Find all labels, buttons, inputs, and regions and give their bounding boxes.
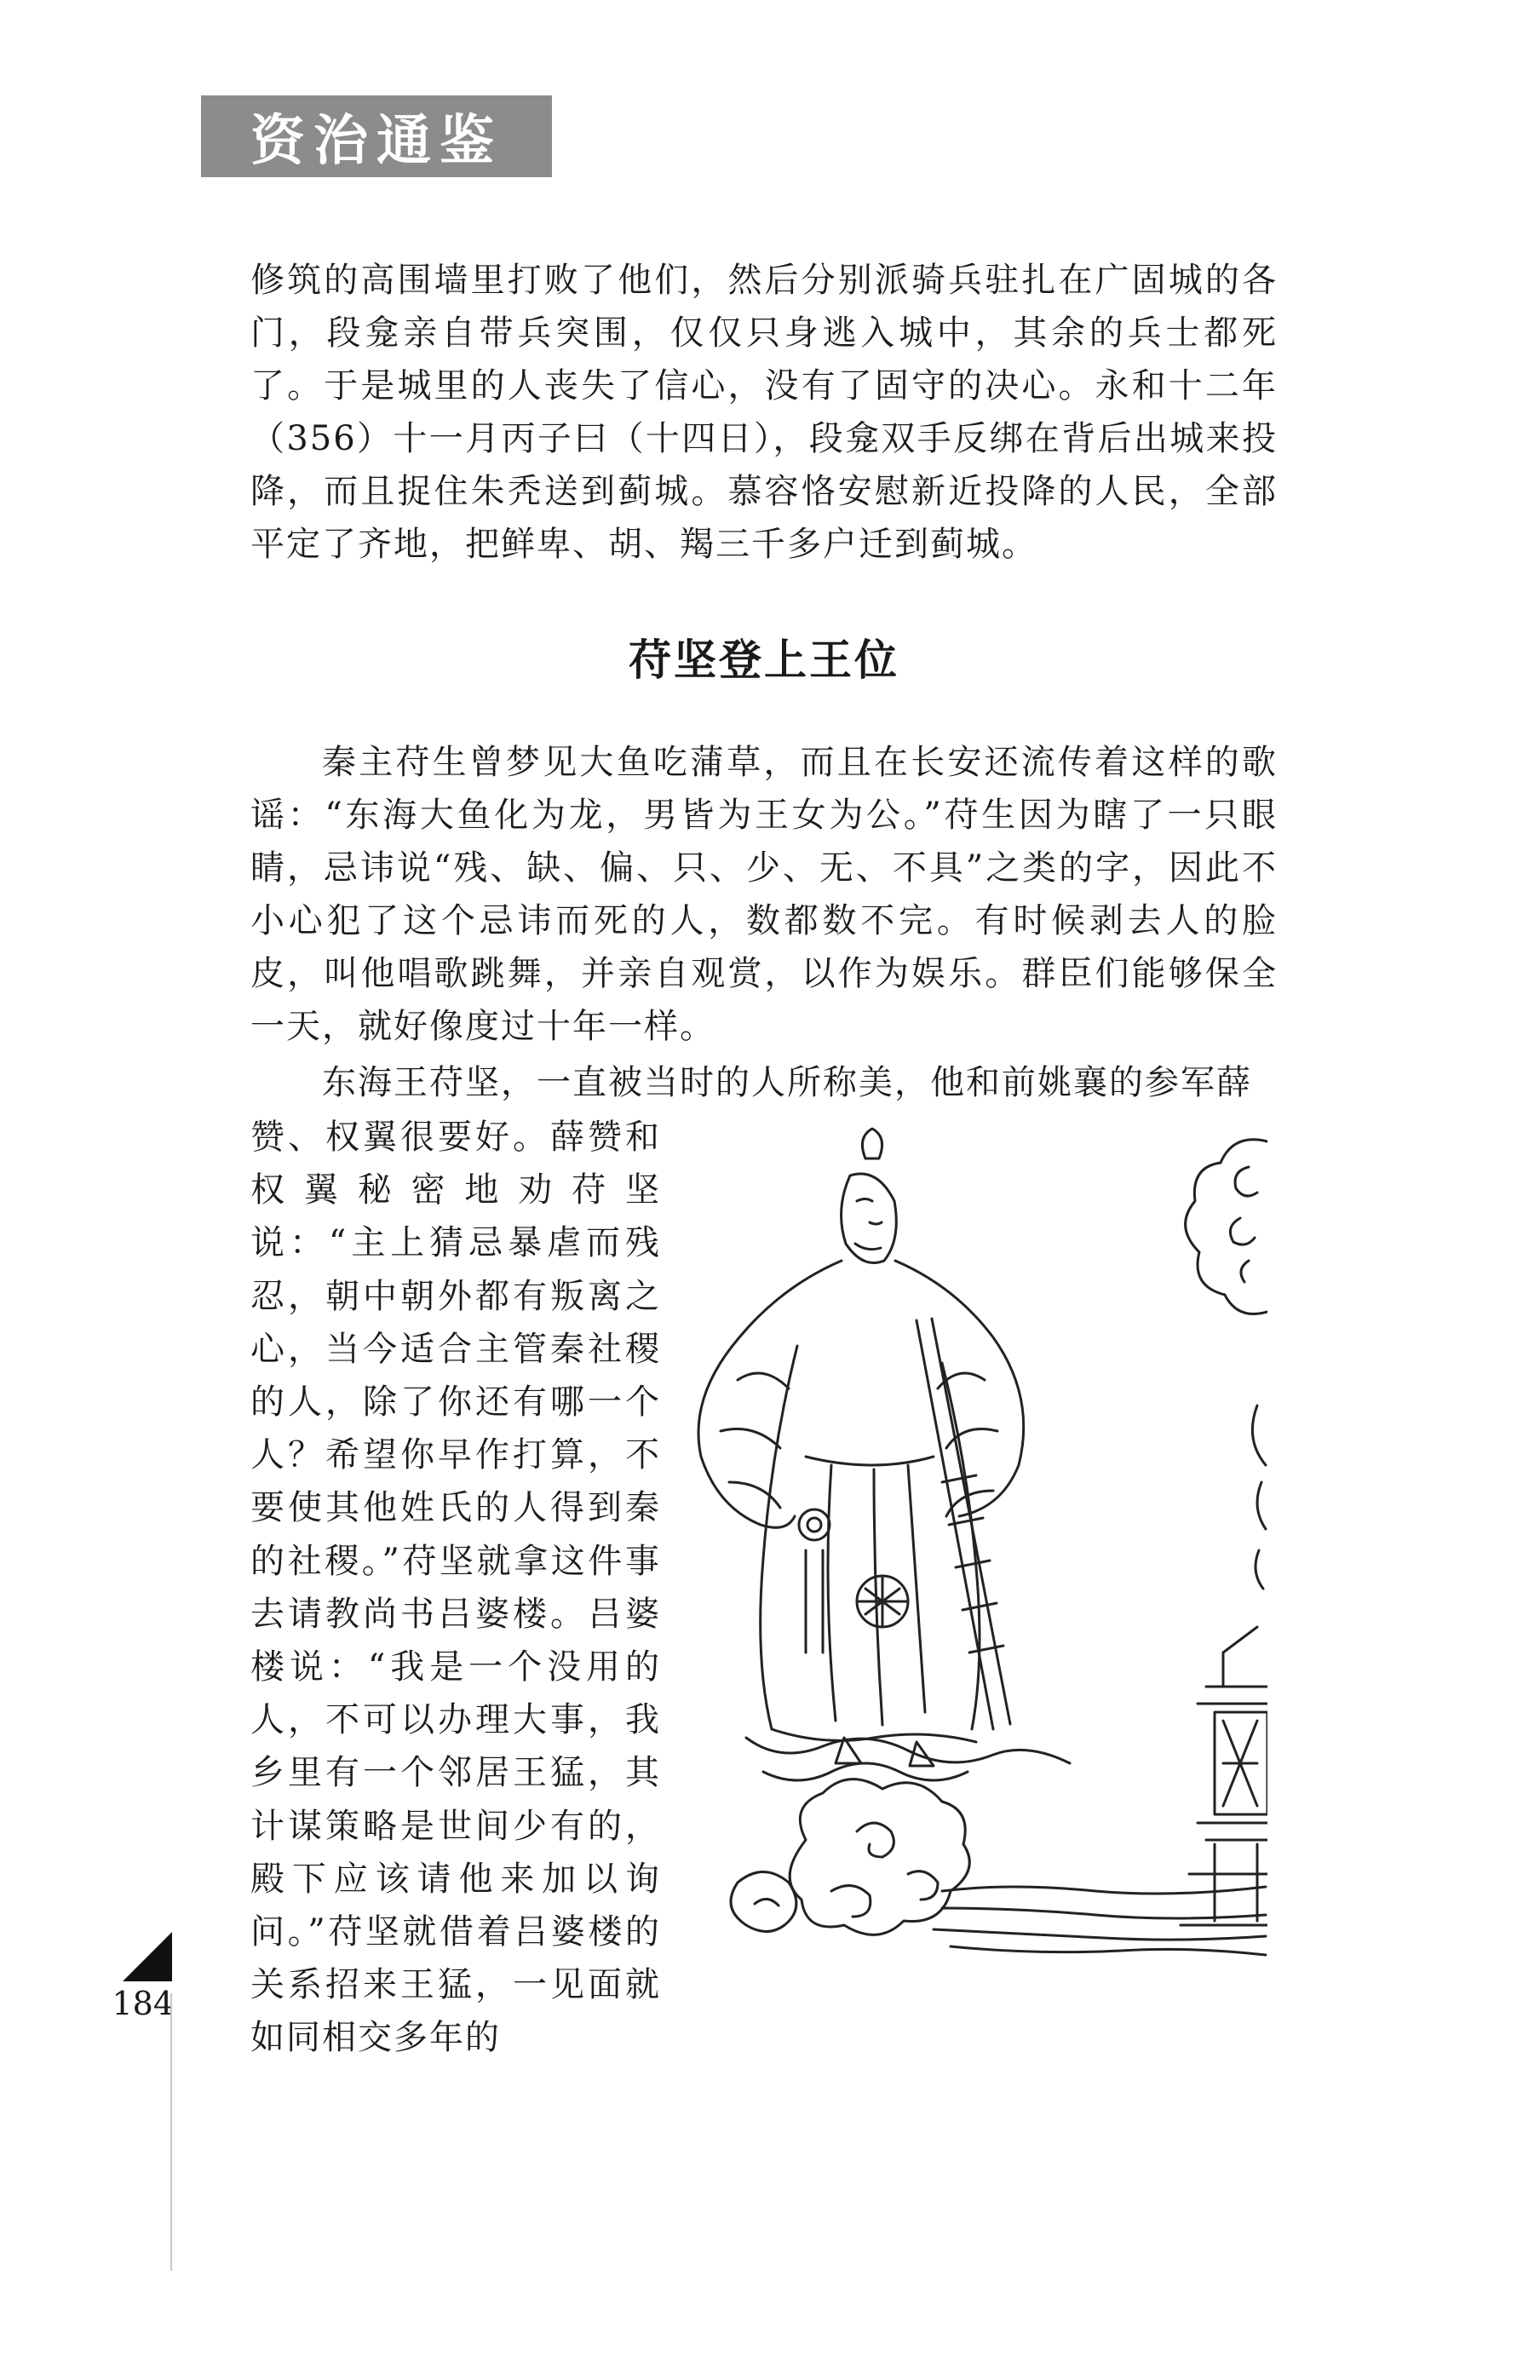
page-corner-marker [123, 1932, 172, 1981]
paragraph-2: 秦主苻生曾梦见大鱼吃蒲草，而且在长安还流传着这样的歌谣：“东海大鱼化为龙，男皆为王女为公。”苻生因为瞎了一只眼睛，忌讳说“残、缺、偏、只、少、无、不具”之类的字，因此不小心犯了这个忌讳而死的人，数都数不完。有时候剥去人的脸皮，叫他唱歌跳舞，并亲自观赏，以作为娱乐。群臣们能够保全一天，就好像度过十年一样。 [250, 743, 1278, 1046]
paragraph-1: 修筑的高围墙里打败了他们，然后分别派骑兵驻扎在广固城的各门，段龛亲自带兵突围，仅仅只身逃入城中，其余的兵士都死了。于是城里的人丧失了信心，没有了固守的决心。永和十二年（356）十一月丙子曰（十四日），段龛双手反绑在背后出城来投降，而且捉住朱秃送到蓟城。慕容恪安慰新近投降的人民，全部平定了齐地，把鲜卑、胡、羯三千多户迁到蓟城。 [250, 261, 1278, 564]
page-number: 184 [112, 1985, 174, 2022]
paragraph-3-body: 赞、权翼很要好。薛赞和权翼秘密地劝苻坚说：“主上猜忌暴虐而残忍，朝中朝外都有叛离之心，当今适合主管秦社稷的人，除了你还有哪一个人？希望你早作打算，不要使其他姓氏的人得到秦的社稷。”苻坚就拿这件事去请教尚书吕婆楼。吕婆楼说：“我是一个没用的人，不可以办理大事，我乡里有一个邻居王猛，其计谋策略是世间少有的，殿下应该请他来加以询问。”苻坚就借着吕婆楼的关系招来王猛，一见面就如同相交多年的 [250, 1118, 661, 2058]
figure-drawing [698, 1129, 1070, 1780]
book-title: 资治通鉴 [250, 110, 503, 173]
cloud-drawing-bottom [731, 1779, 1266, 1955]
paragraph-3-first-line: 东海王苻坚，一直被当时的人所称美，他和前姚襄的参军薛 [322, 1063, 1252, 1102]
lantern-drawing [1181, 1406, 1267, 1925]
margin-rule [170, 1993, 172, 2271]
cloud-drawing-top [1186, 1140, 1267, 1314]
book-title-banner [201, 95, 552, 177]
fu-jian-illustration [661, 1124, 1267, 1976]
section-title: 苻坚登上王位 [629, 635, 899, 685]
